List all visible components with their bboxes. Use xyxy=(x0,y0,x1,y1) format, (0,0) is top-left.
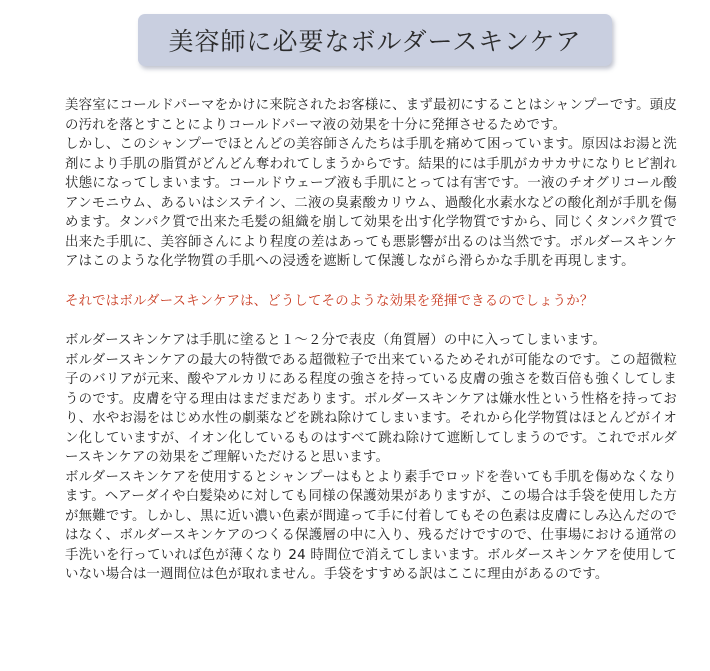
question-heading: それではボルダースキンケアは、どうしてそのような効果を発揮できるのでしょうか？ xyxy=(65,293,594,309)
intro-paragraph-2: しかし、このシャンプーでほとんどの美容師さんたちは手肌を痛めて困っています。原因はお湯と洗剤により手肌の脂質がどんどん奪われてしまうからです。結果的には手肌がカサカサになりヒビ割れ状態になってしまいます。コールドウェーブ液も手肌にとっては有害です。一液のチオグリコール酸アンモニウム、あるいはシステイン、二液の臭素酸カリウム、過酸化水素水などの酸化剤が手肌を傷めます。タンパク質で出来た毛髪の組織を崩して効果を出す化学物質ですから、同じくタンパク質で出来た手肌に、美容師さんにより程度の差はあっても悪影響が出るのは当然です。ボルダースキンケアはこのような化学物質の手肌への浸透を遮断して保護しながら滑らかな手肌を再現します。 xyxy=(65,137,677,269)
answer-paragraph-3: ボルダースキンケアを使用するとシャンプーはもとより素手でロッドを巻いても手肌を傷めなくなります。ヘアーダイや白髪染めに対しても同様の保護効果がありますが、この場合は手袋を使用した方が無難です。しかし、黒に近い濃い色素が間違って手に付着してもその色素は皮膚にしみ込んだのではなく、ボルダースキンケアのつくる保護層の中に入り、残るだけですので、仕事場における通常の手洗いを行っていれば色が薄くなり 24 時間位で消えてしまいます。ボルダースキンケアを使用していない場合は一週間位は色が取れません。手袋をすすめる訳はここに理由があるのです。 xyxy=(65,469,677,582)
intro-paragraph-1: 美容室にコールドパーマをかけに来院されたお客様に、まず最初にすることはシャンプーです。頭皮の汚れを落とすことによりコールドパーマ液の効果を十分に発揮させるためです。 xyxy=(65,98,677,133)
document-body xyxy=(65,96,677,585)
answer-paragraph-1: ボルダースキンケアは手肌に塗ると１～２分で表皮（角質層）の中に入ってしまいます。 xyxy=(65,333,606,348)
answer-paragraph-2: ボルダースキンケアの最大の特徴である超微粒子で出来ているためそれが可能なのです。この超微粒子のバリアが元来、酸やアルカリにある程度の強さを持っている皮膚の強さを数百倍も強くしてしまうのです。皮膚を守る理由はまだまだあります。ボルダースキンケアは嫌水性という性格を持っており、水やお湯をはじめ水性の劇薬などを跳ね除けてしまいます。それから化学物質はほとんどがイオン化していますが、イオン化しているものはすべて跳ね除けて遮断してしまうのです。これでボルダースキンケアの効果をご理解いただけると思います。 xyxy=(65,352,677,465)
page-title: 美容師に必要なボルダースキンケア xyxy=(168,27,582,56)
title-banner xyxy=(138,14,612,66)
